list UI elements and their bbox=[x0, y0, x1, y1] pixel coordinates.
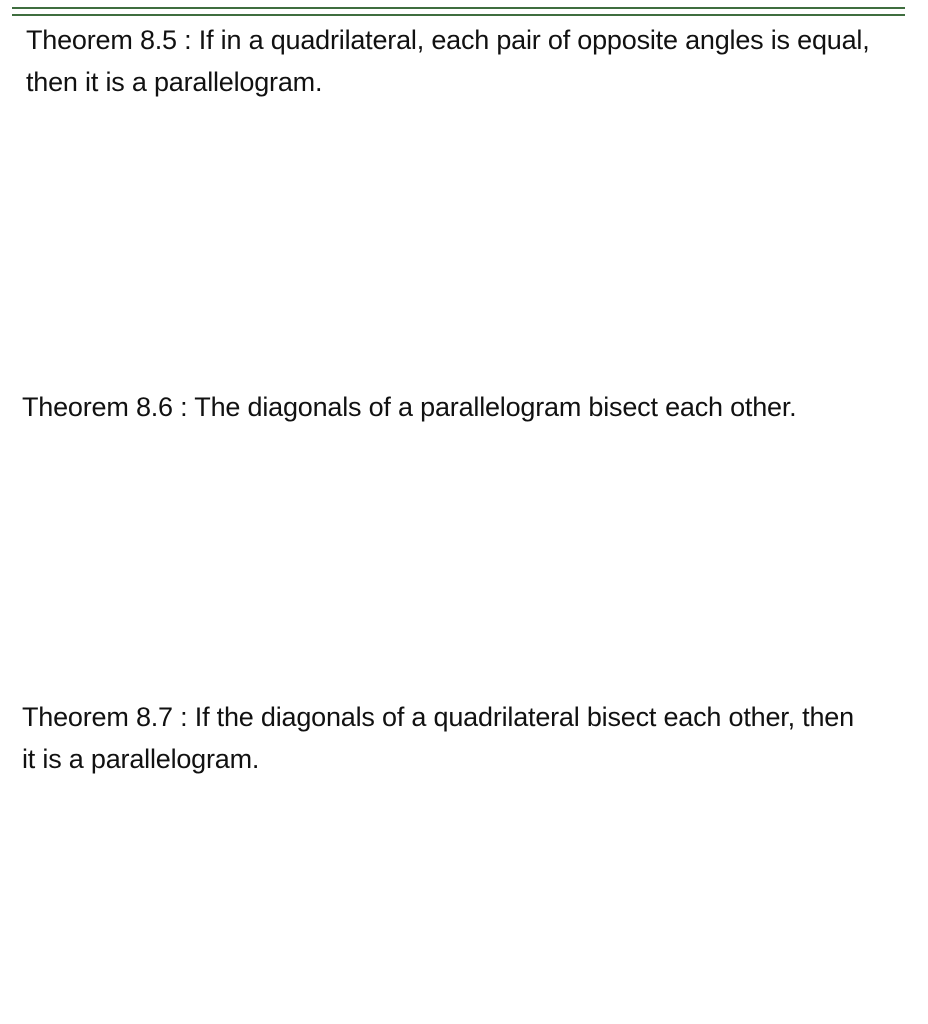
theorem-8-7 bbox=[22, 696, 854, 780]
theorem-8-6 bbox=[22, 386, 796, 428]
theorem-8-5 bbox=[26, 19, 870, 103]
theorem-8-6-line-1: Theorem 8.6 : The diagonals of a parallelogram bisect each other. bbox=[22, 392, 797, 422]
top-rule-lower bbox=[12, 14, 905, 16]
theorem-8-5-line-2: then it is a parallelogram. bbox=[26, 67, 323, 97]
theorem-8-7-line-2: it is a parallelogram. bbox=[22, 744, 260, 774]
theorem-8-7-line-1: Theorem 8.7 : If the diagonals of a quadrilateral bisect each other, then bbox=[22, 702, 854, 732]
top-rule-upper bbox=[12, 7, 905, 9]
theorem-8-5-line-1: Theorem 8.5 : If in a quadrilateral, each pair of opposite angles is equal, bbox=[26, 25, 870, 55]
